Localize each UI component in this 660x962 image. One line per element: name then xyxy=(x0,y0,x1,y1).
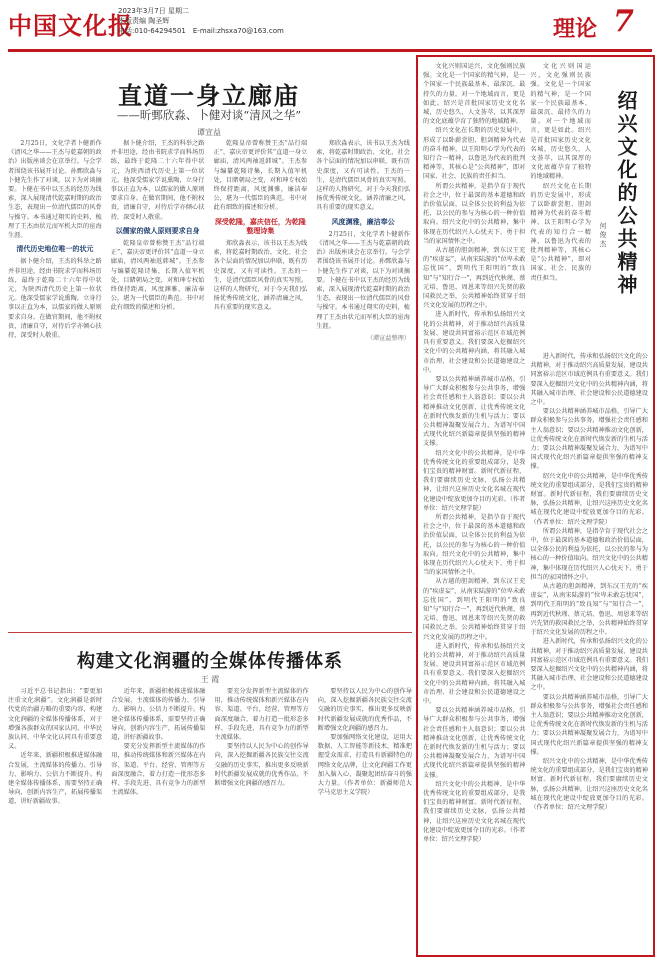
issue-date: 2023年3月7日 星期二 xyxy=(118,7,189,15)
article-subhead: 以儒家的做人原则要求自身 xyxy=(115,225,200,235)
article-column xyxy=(214,139,308,629)
feature-paragraph: 所谓公共精神，是指孕育于现代社会之中，位于最深的基本道德和政治价值层面，以全体公民的利益为依托，以公民的参与为核心的一种价值取向。绍兴文化中的公共精神，集中体现在历代绍兴人心忧天下、勇于担当的家国情怀之中。 xyxy=(423,513,526,577)
page-number: 7 xyxy=(613,4,634,39)
article2-title: 构建文化润疆的全媒体传播体系 xyxy=(77,651,343,672)
article-subhead: 清代历史地位唯一的状元 xyxy=(16,244,94,254)
feature-paragraph: 绍兴文化中的公共精神，是中华优秀传统文化的重要组成部分，是我们宝贵的精神财富。新时代新征程，我们要赓续历史文脉，弘扬公共精神，让绍兴这座历史文化名城在现代化建设中绽放更加夺目的光彩。（作者单位：绍兴文理学院） xyxy=(423,780,526,844)
feature-paragraph: 绍兴文化在长期的历史发展中，形成了以卧薪尝胆、胆剑精神为代表的奋斗精神，以王阳明心学为代表的知行合一精神，以鲁迅为代表的批判精神等，其核心是“公共精神”，即对国家、社会、民族的责任担当。 xyxy=(423,127,526,181)
article-paragraph: 乾隆皇帝曾称赞王杰“品行端正”，嘉庆帝更评价其“直道一身立廊庙，清风两袖返韩城”。王杰参与编纂乾隆诗集，长期入值军机处，目睹朝局之变，对和珅专权始终保持距离，风度渊雅，廉洁奉公，堪为一代儒臣的典范。书中对此有细致的描述和分析。 xyxy=(110,240,205,312)
section-title: 理论 xyxy=(553,16,598,42)
feature-paragraph: 进入新时代，传承和弘扬绍兴文化的公共精神，对于推动绍兴高质量发展、建设共同富裕示范区市域范例具有重要意义。我们要深入挖掘绍兴文化中的公共精神内涵，将其融入城市治理、社会建设和公民道德建设之中。 xyxy=(423,311,526,374)
article2-columns xyxy=(8,687,412,959)
article-columns xyxy=(8,139,410,629)
feature-paragraph: 绍兴文化中的公共精神，是中华优秀传统文化的重要组成部分，是我们宝贵的精神财富。新时代新征程，我们要赓续历史文脉，弘扬公共精神，让绍兴这座历史文化名城在现代化建设中绽放更加夺目的光彩。（作者单位：绍兴文理学院） xyxy=(423,449,526,512)
feature-paragraph: 文化兴则国运兴，文化强则民族强。文化是一个国家的精气神，是一个国家一个民族最基本、最深沉、最持久的力量。对一个地域而言，更是如此。绍兴是首批国家历史文化名城，历史悠久，人文荟萃，以其深厚的文化底蕴孕育了独特的地域精神。 xyxy=(530,63,591,181)
feature-paragraph: 要以公共精神涵养城市品格，引导广大群众积极参与公共事务，增强社会责任感和主人翁意识；要以公共精神推动文化创新，让优秀传统文化在新时代焕发新的生机与活力；要以公共精神凝聚发展合力，为谱写中国式现代化绍兴新篇章提供坚强的精神支撑。 xyxy=(423,375,526,448)
feature-paragraph: 文化兴则国运兴，文化强则民族强。文化是一个国家的精气神，是一个国家一个民族最基本、最深沉、最持久的力量。对一个地域而言，更是如此。绍兴是首批国家历史文化名城，历史悠久，人文荟萃，以其深厚的文化底蕴孕育了独特的地域精神。 xyxy=(423,63,526,126)
article-title: 直道一身立廊庙 xyxy=(118,81,300,110)
article-subhead: 深受乾隆，嘉庆信任，为乾隆整理诗集 xyxy=(214,216,306,235)
feature-text-left xyxy=(423,62,525,844)
feature-paragraph: 要以公共精神涵养城市品格，引导广大群众积极参与公共事务，增强社会责任感和主人翁意识；要以公共精神推动文化创新，让优秀传统文化在新时代焕发新的生机与活力；要以公共精神凝聚发展合力，为谱写中国式现代化绍兴新篇章提供坚强的精神支撑。 xyxy=(530,693,648,756)
issue-editor: 本版责编 陶圣辉 xyxy=(118,17,170,25)
feature-text-right xyxy=(530,352,648,950)
article-paragraph: 据卜健介绍，王杰的科举之路并非坦途，经由书院求学而科场历练，最终于乾隆二十六年得中状元，为陕西清代历史上第一位状元。他深受儒家学说熏陶，立身行事以正直为本，以儒家的做人原则要求自身。在做官期间，他不附权贵，清廉自守，对待后学亦倾心扶持，深受时人敬重。 xyxy=(110,140,205,221)
article2-column xyxy=(111,687,205,959)
article-paragraph: 郑欣淼表示，该书以王杰为线索，将乾嘉时期政治、文化、社会各个层面的情况加以串联，既有历史深度，又有可读性。王杰的一生，是清代儒臣风骨的真实写照。这样的人物研究，对于今天我们弘扬优秀传统文化，涵养清廉之风，具有重要的现实意义。 xyxy=(213,240,308,312)
article-subhead: 风度渊雅，廉洁奉公 xyxy=(331,216,395,226)
feature-column-left xyxy=(423,62,525,950)
masthead xyxy=(0,0,660,56)
article2-author: 王 霞 xyxy=(200,675,220,684)
feature-title: 绍兴文化的公共精神 xyxy=(614,90,638,297)
article2-paragraph: 要充分发挥新型主流媒体的作用，推动传统媒体和新兴媒体在内容、渠道、平台、经营、管理等方面深度融合，着力打造一批形态多样、手段先进、具有竞争力的新型主流媒体。 xyxy=(214,688,309,742)
article-column xyxy=(111,139,205,629)
feature-paragraph: 绍兴文化中的公共精神，是中华优秀传统文化的重要组成部分，是我们宝贵的精神财富。新时代新征程，我们要赓续历史文脉，弘扬公共精神，让绍兴这座历史文化名城在现代化建设中绽放更加夺目的光彩。（作者单位：绍兴文理学院） xyxy=(530,757,648,811)
feature-paragraph: 要以公共精神涵养城市品格，引导广大群众积极参与公共事务，增强社会责任感和主人翁意识；要以公共精神推动文化创新，让优秀传统文化在新时代焕发新的生机与活力；要以公共精神凝聚发展合力，为谱写中国式现代化绍兴新篇章提供坚强的精神支撑。 xyxy=(423,707,526,779)
feature-title-box xyxy=(596,62,648,352)
article2-paragraph: 要坚持以人民为中心的创作导向，深入挖掘新疆各民族交往交流交融的历史事实，推出更多反映新时代新疆发展成就的优秀作品，不断增强文化润疆的感召力。 xyxy=(214,743,309,788)
masthead-rule xyxy=(8,49,652,52)
article2-paragraph: 习近平总书记指出：“要更加注重文化润疆”。文化润疆是新时代党的治疆方略的重要内容，构建文化润疆的全媒体传播体系，对于增强各族群众的国家认同、中华民族认同、中华文化认同具有重要意义。 xyxy=(8,688,103,751)
article2-paragraph: 要充分发挥新型主流媒体的作用，推动传统媒体和新兴媒体在内容、渠道、平台、经营、管理等方面深度融合，着力打造一批形态多样、手段先进、具有竞争力的新型主流媒体。 xyxy=(111,743,206,797)
article2-column xyxy=(215,687,309,959)
article-paragraph: 郑欣淼表示，该书以王杰为线索，将乾嘉时期政治、文化、社会各个层面的情况加以串联，既有历史深度，又有可读性。王杰的一生，是清代儒臣风骨的真实写照。这样的人物研究，对于今天我们弘扬优秀传统文化，涵养清廉之风，具有重要的现实意义。 xyxy=(316,140,410,212)
article2-paragraph: 近年来，新疆积极推进媒体融合发展，主流媒体的传播力、引导力、影响力、公信力不断提升。构建全媒体传播体系，需要坚持正确导向，创新内容生产，拓展传播渠道，讲好新疆故事。 xyxy=(8,752,103,806)
issue-meta xyxy=(118,6,284,36)
feature-box xyxy=(416,55,655,957)
article-secondary xyxy=(8,633,412,962)
feature-paragraph: 从古越的胆剑精神，到东汉王充的“疾虚妄”，从南宋陆游的“位卑未敢忘忧国”，到明代王阳明的“致良知”与“知行合一”，再到近代秋瑾、蔡元培、鲁迅、周恩来等绍兴先贤的救国救民之举，公共精神始终贯穿于绍兴文化发展的历程之中。 xyxy=(530,583,648,637)
feature-paragraph: 绍兴文化中的公共精神，是中华优秀传统文化的重要组成部分，是我们宝贵的精神财富。新时代新征程，我们要赓续历史文脉，弘扬公共精神，让绍兴这座历史文化名城在现代化建设中绽放更加夺目的光彩。（作者单位：绍兴文理学院） xyxy=(530,472,648,526)
article-column xyxy=(8,139,102,629)
article-author: 谭宣益 xyxy=(197,128,221,137)
article-reporter: （谭宣益整理） xyxy=(366,335,410,343)
article-paragraph: 乾隆皇帝曾称赞王杰“品行端正”，嘉庆帝更评价其“直道一身立廊庙，清风两袖返韩城”。王杰参与编纂乾隆诗集，长期入值军机处，目睹朝局之变，对和珅专权始终保持距离，风度渊雅，廉洁奉公，堪为一代儒臣的典范。书中对此有细致的描述和分析。 xyxy=(213,140,308,212)
article-main xyxy=(8,56,410,631)
feature-paragraph: 要以公共精神涵养城市品格，引导广大群众积极参与公共事务，增强社会责任感和主人翁意识；要以公共精神推动文化创新，让优秀传统文化在新时代焕发新的生机与活力；要以公共精神凝聚发展合力，为谱写中国式现代化绍兴新篇章提供坚强的精神支撑。 xyxy=(530,408,648,471)
article2-column xyxy=(8,687,102,959)
article-paragraph: 2月25日，文化学者卜健新作《清风之华——王杰与乾嘉朝的政治》出版座谈会在京举行。与会学者围绕该书展开讨论。孙鄄欣淼与卜健先生作了对谈，以下为对谈摘要。卜健在书中以王杰的经历为线索，深入展现清代乾嘉时期的政治生态，表现出一位清代儒臣的风骨与操守。本书通过翔实的史料，梳理了王杰由状元而军机大臣的宦海生涯。 xyxy=(316,230,410,330)
article2-paragraph: 近年来，新疆积极推进媒体融合发展，主流媒体的传播力、引导力、影响力、公信力不断提升。构建全媒体传播体系，需要坚持正确导向，创新内容生产，拓展传播渠道，讲好新疆故事。 xyxy=(111,688,206,742)
article2-paragraph: 要加强网络文化建设，运用大数据、人工智能等新技术，精准把握受众需求，打造具有新疆特色的网络文化品牌，让文化润疆工作更加入脑入心，凝聚起团结奋斗的强大力量。（作者单位：新疆师范大学马克思主义学院） xyxy=(317,734,412,797)
feature-paragraph: 从古越的胆剑精神，到东汉王充的“疾虚妄”，从南宋陆游的“位卑未敢忘忧国”，到明代王阳明的“致良知”与“知行合一”，再到近代秋瑾、蔡元培、鲁迅、周恩来等绍兴先贤的救国救民之举，公共精神始终贯穿于绍兴文化发展的历程之中。 xyxy=(423,247,526,310)
article-paragraph: 据卜健介绍，王杰的科举之路并非坦途，经由书院求学而科场历练，最终于乾隆二十六年得中状元，为陕西清代历史上第一位状元。他深受儒家学说熏陶，立身行事以正直为本，以儒家的做人原则要求自身。在做官期间，他不附权贵，清廉自守，对待后学亦倾心扶持，深受时人敬重。 xyxy=(8,258,102,340)
feature-header-area xyxy=(530,62,648,352)
newspaper-logo: 中国文化报 xyxy=(8,11,133,40)
article-paragraph: 2月25日，文化学者卜健新作《清风之华——王杰与乾嘉朝的政治》出版座谈会在京举行。与会学者围绕该书展开讨论。孙鄄欣淼与卜健先生作了对谈，以下为对谈摘要。卜健在书中以王杰的经历为线索，深入展现清代乾嘉时期的政治生态，表现出一位清代儒臣的风骨与操守。本书通过翔实的史料，梳理了王杰由状元而军机大臣的宦海生涯。 xyxy=(8,140,102,240)
feature-inner xyxy=(423,62,648,950)
feature-paragraph: 进入新时代，传承和弘扬绍兴文化的公共精神，对于推动绍兴高质量发展、建设共同富裕示范区市域范例具有重要意义。我们要深入挖掘绍兴文化中的公共精神内涵，将其融入城市治理、社会建设和公民道德建设之中。 xyxy=(530,638,648,692)
feature-paragraph: 所谓公共精神，是指孕育于现代社会之中，位于最深的基本道德和政治价值层面，以全体公民的利益为依托，以公民的参与为核心的一种价值取向。绍兴文化中的公共精神，集中体现在历代绍兴人心忧天下、勇于担当的家国情怀之中。 xyxy=(423,182,526,245)
feature-paragraph: 所谓公共精神，是指孕育于现代社会之中，位于最深的基本道德和政治价值层面，以全体公民的利益为依托，以公民的参与为核心的一种价值取向。绍兴文化中的公共精神，集中体现在历代绍兴人心忧天下、勇于担当的家国情怀之中。 xyxy=(530,527,648,581)
feature-paragraph: 绍兴文化在长期的历史发展中，形成了以卧薪尝胆、胆剑精神为代表的奋斗精神，以王阳明心学为代表的知行合一精神，以鲁迅为代表的批判精神等，其核心是“公共精神”，即对国家、社会、民族的责任担当。 xyxy=(530,182,591,282)
feature-column-right xyxy=(530,62,648,950)
article-subtitle: ——昕鄄欣淼、卜健对谈“清风之华” xyxy=(116,108,302,122)
feature-author: 何俊杰 xyxy=(599,222,607,249)
article-column xyxy=(316,139,410,629)
article2-paragraph: 要坚持以人民为中心的创作导向，深入挖掘新疆各民族交往交流交融的历史事实，推出更多反映新时代新疆发展成就的优秀作品，不断增强文化润疆的感召力。 xyxy=(317,688,412,732)
feature-paragraph: 进入新时代，传承和弘扬绍兴文化的公共精神，对于推动绍兴高质量发展、建设共同富裕示范区市域范例具有重要意义。我们要深入挖掘绍兴文化中的公共精神内涵，将其融入城市治理、社会建设和公民道德建设之中。 xyxy=(423,642,526,706)
feature-paragraph: 从古越的胆剑精神，到东汉王充的“疾虚妄”，从南宋陆游的“位卑未敢忘忧国”，到明代王阳明的“致良知”与“知行合一”，再到近代秋瑾、蔡元培、鲁迅、周恩来等绍兴先贤的救国救民之举，公共精神始终贯穿于绍兴文化发展的历程之中。 xyxy=(423,578,526,641)
article2-column xyxy=(318,687,412,959)
feature-paragraph: 进入新时代，传承和弘扬绍兴文化的公共精神，对于推动绍兴高质量发展、建设共同富裕示范区市域范例具有重要意义。我们要深入挖掘绍兴文化中的公共精神内涵，将其融入城市治理、社会建设和公民道德建设之中。 xyxy=(530,353,648,407)
issue-contact: 电话:010-64294501 E-mail:zhsxa70@163.com xyxy=(118,27,284,35)
feature-text-top xyxy=(530,62,591,352)
